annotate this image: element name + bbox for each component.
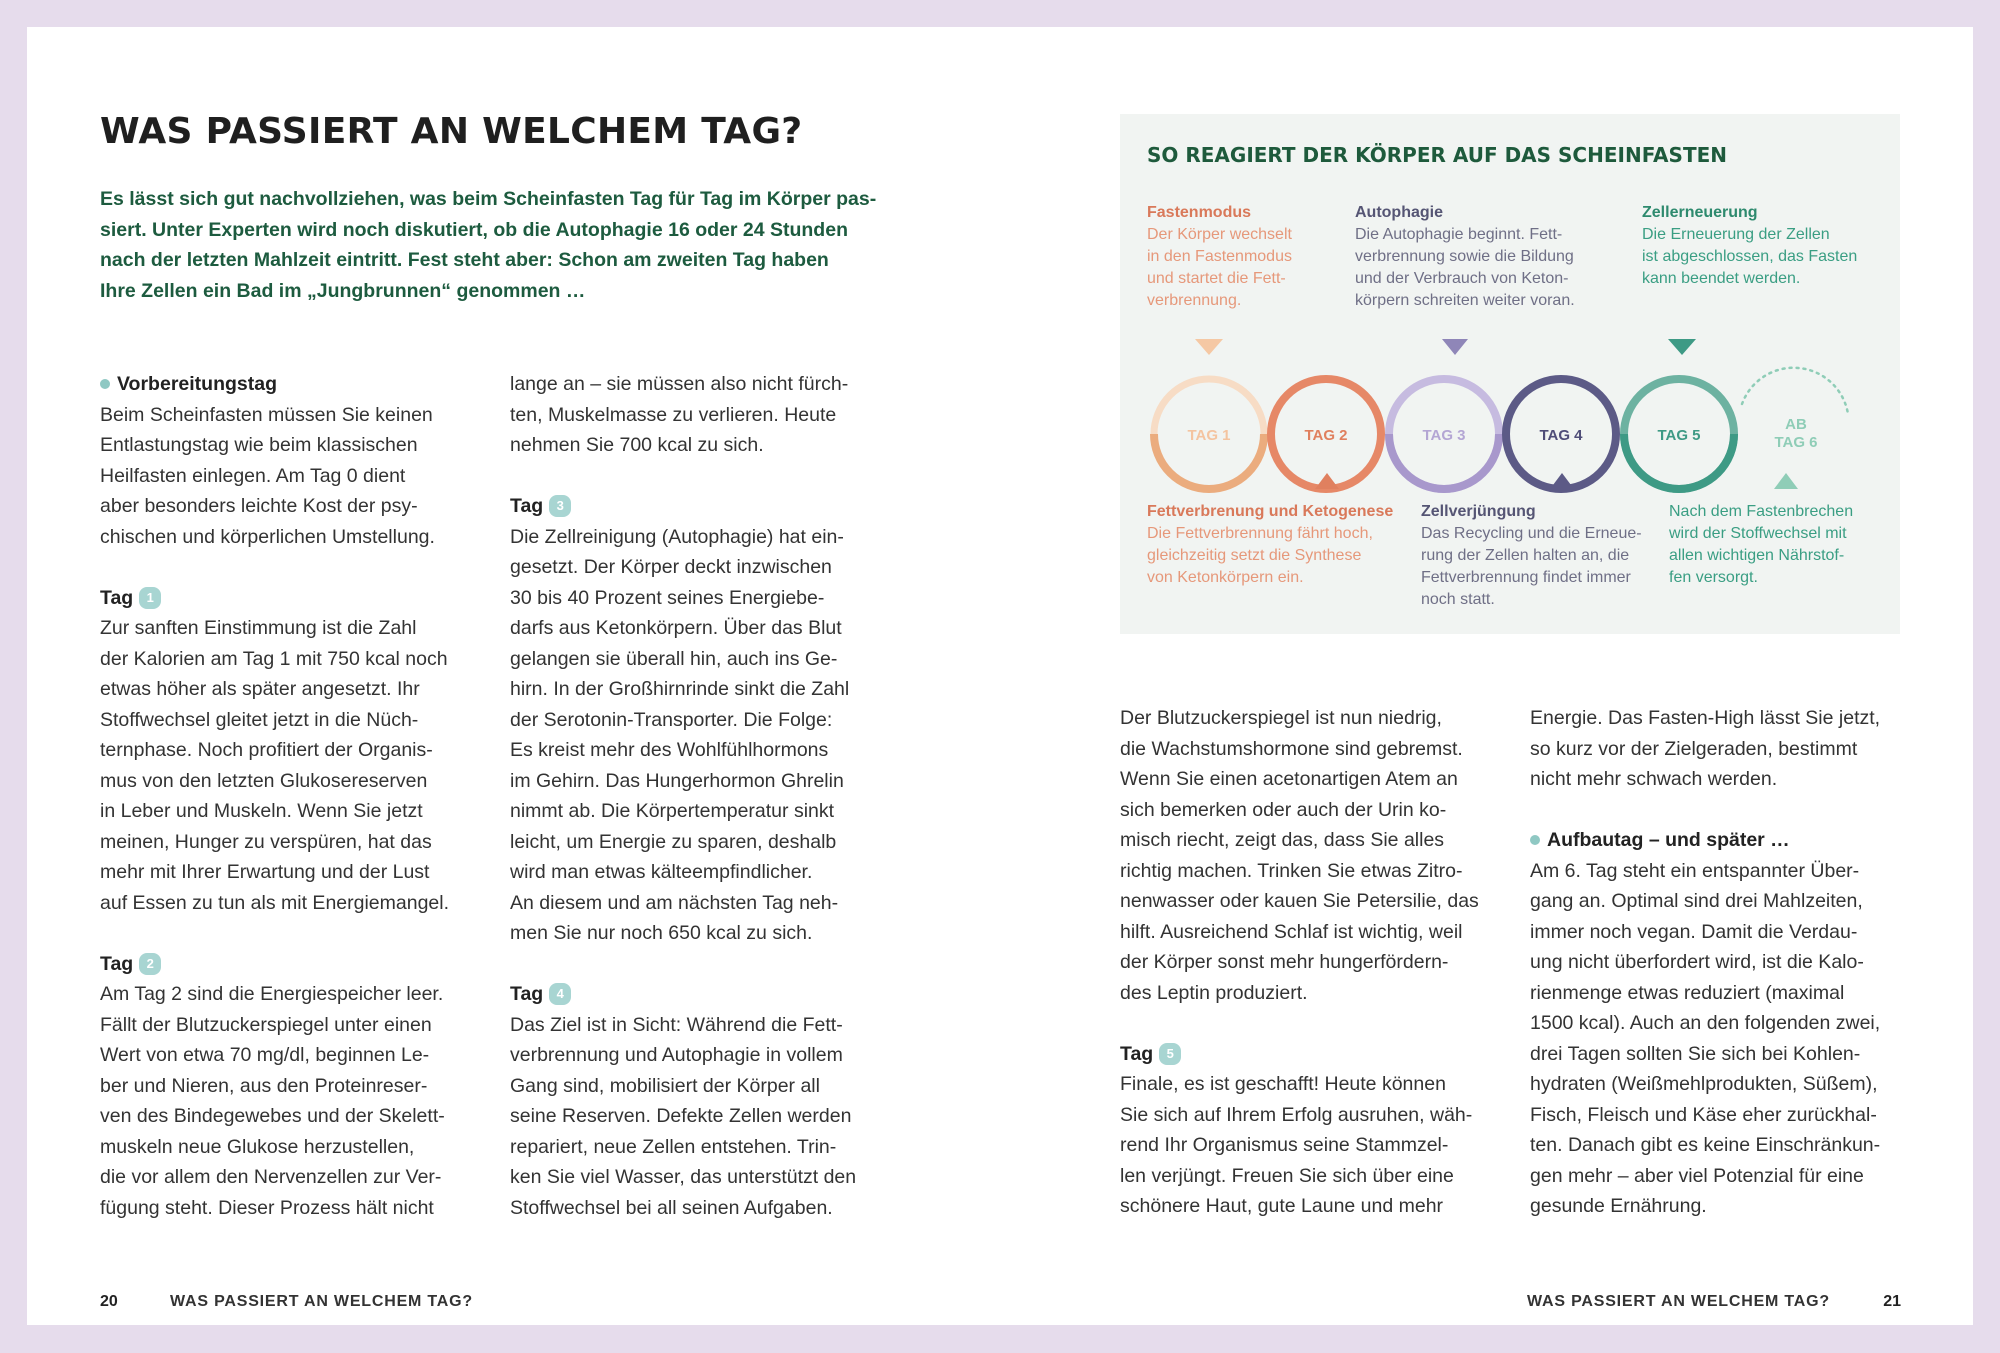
section-heading-day-1: Tag 1 xyxy=(100,583,480,614)
triangle-up-icon xyxy=(1774,473,1798,489)
section-heading-day-4: Tag 4 xyxy=(510,979,890,1010)
circle-label-ab: AB xyxy=(1785,416,1807,433)
continued-text: lange an – sie müssen also nicht fürch- ten, Muskelmasse zu verlieren. Heute nehmen Sie 700 kcal zu sich. xyxy=(510,373,849,456)
label-autophagie: Autophagie Die Autophagie beginnt. Fett- verbrennung sowie die Bildung und der Verbrauch von Keton- körpern schreiten weiter voran. xyxy=(1355,204,1575,309)
page-number-right: 21 xyxy=(1883,1293,1901,1310)
section-heading-aufbautag: Aufbautag – und später … xyxy=(1530,825,1910,856)
triangle-up-icon xyxy=(1550,473,1574,489)
day-number-badge: 3 xyxy=(549,495,571,517)
triangle-down-icon xyxy=(1442,339,1468,355)
day-3-text: Die Zellreinigung (Autophagie) hat ein- gesetzt. Der Körper deckt inzwischen 30 bis 40 Prozent seines Energiebe- darfs aus Ketonkörpern. Über das Blut gelangen sie überall hin, auch ins Ge- hirn. In der Großhirnrinde sinkt die Zahl der Serotonin-Transporter. Die Folge: Es kreist mehr des Wohlfühlhormons im Gehirn. Das Hungerhormon Ghrelin nimmt ab. Die Körpertemperatur sinkt leicht, um Energie zu sparen, deshalb wird man etwas kälteempfindlicher. An diesem und am nächsten Tag neh- men Sie nur noch 650 kcal zu sich. xyxy=(510,525,850,944)
bullet-icon xyxy=(100,379,110,389)
circle-label-tag-5: TAG 5 xyxy=(1657,427,1701,444)
section-heading-day-3: Tag 3 xyxy=(510,491,890,522)
page-title: WAS PASSIERT AN WELCHEM TAG? xyxy=(100,111,803,152)
day-1-text: Zur sanften Einstimmung ist die Zahl der Kalorien am Tag 1 mit 750 kcal noch etwas höher als später angesetzt. Ihr Stoffwechsel gleitet jetzt in die Nüch- ternphase. Noch profitiert der Organis- mus von den letzten Glukosereserven in Leber und Muskeln. Wenn Sie jetzt meinen, Hunger zu verspüren, hat das mehr mit Ihrer Erwartung und der Lust auf Essen zu tun als mit Energiemangel. xyxy=(100,617,450,914)
continued-text: Energie. Das Fasten-High lässt Sie jetzt, so kurz vor der Zielgeraden, bestimmt nicht mehr schwach werden. xyxy=(1530,707,1881,790)
day-number-badge: 2 xyxy=(139,953,161,975)
bullet-icon xyxy=(1530,835,1540,845)
text-column-2 xyxy=(510,369,890,1223)
label-zellverjuengung: Zellverjüngung Das Recycling und die Erneue- rung der Zellen halten an, die Fettverbrennung findet immer noch statt. xyxy=(1421,503,1642,608)
day-4-text: Das Ziel ist in Sicht: Während die Fett- verbrennung und Autophagie in vollem Gang sind, mobilisiert der Körper all seine Reserven. Defekte Zellen werden repariert, neue Zellen entstehen. Trin- ken Sie viel Wasser, das unterstützt den Stoffwechsel bei all seinen Aufgaben. xyxy=(510,1013,857,1219)
prep-text: Beim Scheinfasten müssen Sie keinen Entlastungstag wie beim klassischen Heilfasten einlegen. Am Tag 0 dient aber besonders leichte Kost der psy- chischen und körperlichen Umstellung. xyxy=(100,403,435,548)
circle-label-tag-1: TAG 1 xyxy=(1187,427,1231,444)
intro-paragraph: Es lässt sich gut nachvollziehen, was beim Scheinfasten Tag für Tag im Körper pas- siert. Unter Experten wird noch diskutiert, ob die Autophagie 16 oder 24 Stunden nach der letzten Mahlzeit eintritt. Fest steht aber: Schon am zweiten Tag haben Ihre Zellen ein Bad im „Jungbrunnen“ genommen … xyxy=(100,188,877,302)
label-zellerneuerung: Zellerneuerung Die Erneuerung der Zellen ist abgeschlossen, das Fasten kann beendet werden. xyxy=(1642,204,1858,287)
day-number-badge: 4 xyxy=(549,983,571,1005)
section-heading-day-5: Tag 5 xyxy=(1120,1039,1500,1070)
day-2-text: Am Tag 2 sind die Energiespeicher leer. Fällt der Blutzuckerspiegel unter einen Wert von etwa 70 mg/dl, beginnen Le- ber und Nieren, aus den Proteinreser- ven des Bindegewebes und der Skelett- muskeln neue Glukose herzustellen, die vor allem den Nervenzellen zur Ver- fügung steht. Dieser Prozess hält nicht xyxy=(100,983,445,1219)
infographic-box xyxy=(1120,114,1900,634)
day-number-badge: 1 xyxy=(139,587,161,609)
label-fastenmodus: Fastenmodus Der Körper wechselt in den Fastenmodus und startet die Fett- verbrennung. xyxy=(1147,204,1292,309)
circle-label-tag-3: TAG 3 xyxy=(1422,427,1466,444)
continued-text: Der Blutzuckerspiegel ist nun niedrig, die Wachstumshormone sind gebremst. Wenn Sie einen acetonartigen Atem an sich bemerken oder auch der Urin ko- misch riecht, zeigt das, dass Sie alles richtig machen. Trinken Sie etwas Zitro- nenwasser oder kauen Sie Petersilie, das hilft. Ausreichend Schlaf ist wichtig, weil der Körper sonst mehr hungerfördern- des Leptin produziert. xyxy=(1120,707,1479,1004)
day-number-badge: 5 xyxy=(1159,1043,1181,1065)
triangle-down-icon xyxy=(1668,339,1696,355)
aufbautag-text: Am 6. Tag steht ein entspannter Über- gang an. Optimal sind drei Mahlzeiten, immer noch vegan. Damit die Verdau- ung nicht überfordert wird, ist die Kalo- rienmenge etwas reduziert (maximal 1500 kcal). Auch an den folgenden zwei, drei Tagen sollten Sie sich bei Kohlen- hydraten (Weißmehlprodukten, Süßem), Fisch, Fleisch und Käse eher zurückhal- ten. Danach gibt es keine Einschränkun- gen mehr – aber viel Potenzial für eine gesunde Ernährung. xyxy=(1530,859,1881,1217)
text-column-3 xyxy=(1120,703,1500,1222)
infographic-title: SO REAGIERT DER KÖRPER AUF DAS SCHEINFASTEN xyxy=(1147,143,1727,167)
dotted-arc-tag-6 xyxy=(1742,368,1848,414)
triangle-down-icon xyxy=(1195,339,1223,355)
day-circles-diagram xyxy=(1120,319,1900,494)
day-5-text: Finale, es ist geschafft! Heute können Sie sich auf Ihrem Erfolg ausruhen, wäh- rend Ihr Organismus seine Stammzel- len verjüngt. Freuen Sie sich über eine schönere Haut, gute Laune und mehr xyxy=(1120,1073,1473,1217)
circle-label-tag-6: TAG 6 xyxy=(1774,434,1818,451)
running-title-left: WAS PASSIERT AN WELCHEM TAG? xyxy=(170,1293,473,1310)
circle-label-tag-4: TAG 4 xyxy=(1539,427,1583,444)
page-number-left: 20 xyxy=(100,1293,118,1310)
circle-label-tag-2: TAG 2 xyxy=(1304,427,1348,444)
running-title-right: WAS PASSIERT AN WELCHEM TAG? xyxy=(1527,1293,1830,1310)
section-heading-prep: Vorbereitungstag xyxy=(100,369,480,400)
label-fastenbrechen: Nach dem Fastenbrechen wird der Stoffwechsel mit allen wichtigen Nährstof- fen versorgt. xyxy=(1669,503,1854,586)
book-spread xyxy=(27,27,1973,1325)
triangle-up-icon xyxy=(1315,473,1339,489)
text-column-1 xyxy=(100,369,480,1223)
section-heading-day-2: Tag 2 xyxy=(100,949,480,980)
label-fettverbrennung: Fettverbrenung und Ketogenese Die Fettverbrennung fährt hoch, gleichzeitig setzt die Synthese von Ketonkörpern ein. xyxy=(1147,503,1394,586)
text-column-4 xyxy=(1530,703,1910,1222)
